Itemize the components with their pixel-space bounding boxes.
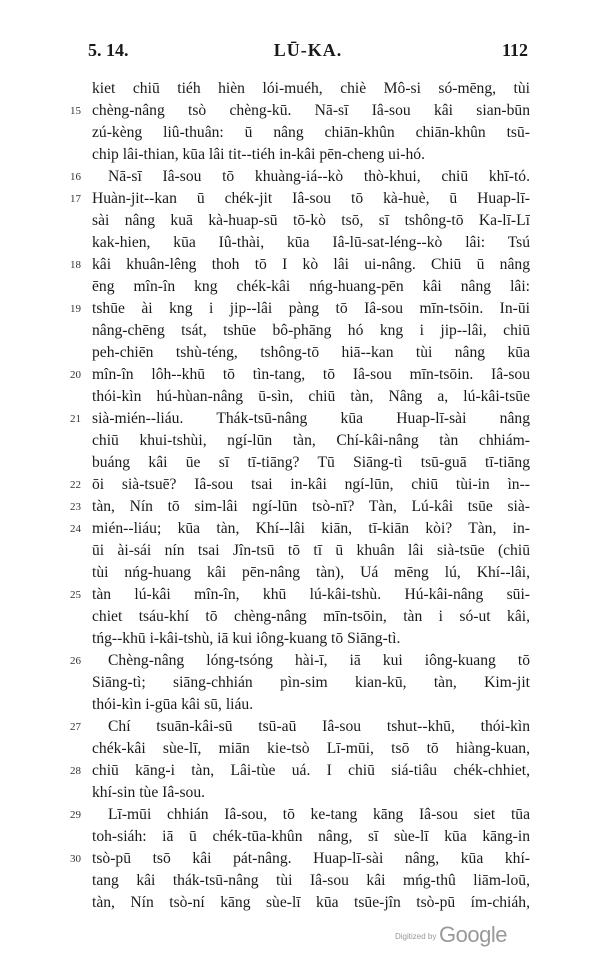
- text-line: [0, 122, 615, 144]
- text-line: [0, 144, 615, 166]
- line-text: tńg--khū i-kâi-tshù, iā kui iông-kuang tō Siāng-tì.: [92, 630, 401, 647]
- line-text: chiū kāng-i tàn, Lâi-tùe uá. I chiū siá-tiâu chék-chhiet,: [92, 762, 530, 779]
- verse-number: 15: [70, 105, 81, 117]
- line-text: toh-siáh: iā ū chék-tūa-khûn nâng, sī sùe-lī kūa kāng-in: [92, 828, 530, 845]
- text-line: [0, 452, 615, 474]
- line-text: tsò-pū tsō kâi pát-nâng. Huap-lī-sài nâng, kūa khí-: [92, 850, 530, 867]
- verse-number: 20: [70, 369, 81, 381]
- text-line: [0, 254, 615, 276]
- line-text: chék-kâi sùe-lī, miān kie-tsò Lī-mūi, tsō tō hiàng-kuan,: [92, 740, 530, 757]
- line-text: chèng-nâng tsò chèng-kū. Nā-sī Iâ-sou kâi sian-būn: [92, 102, 530, 119]
- line-text: mién--liáu; kūa tàn, Khí--lâi kiān, tī-kiān kòi? Tàn, in-: [92, 520, 530, 537]
- text-line: [0, 628, 615, 650]
- line-text: ōi sià-tsuē? Iâ-sou tsai in-kâi ngí-lūn, chiū tùi-in ìn--: [92, 476, 530, 493]
- text-line: [0, 606, 615, 628]
- text-line: [0, 826, 615, 848]
- verse-number: 16: [70, 171, 81, 183]
- text-line: [0, 408, 615, 430]
- verse-number: 22: [70, 479, 81, 491]
- line-text: Lī-mūi chhián Iâ-sou, tō ke-tang kāng Iâ-sou siet tūa: [108, 806, 530, 823]
- line-text: sià-mién--liáu. Thák-tsū-nâng kūa Huap-lī-sài nâng: [92, 410, 530, 427]
- line-text: tàn, Nín tō sim-lâi ngí-lūn tsò-nī? Tàn, Lú-kâi tsūe sià-: [92, 498, 530, 515]
- line-text: kiet chiū tiéh hièn lói-muéh, chiè Mô-si só-mēng, tùi: [92, 80, 530, 97]
- text-line: [0, 562, 615, 584]
- verse-number: 18: [70, 259, 81, 271]
- digitized-watermark: [395, 922, 515, 946]
- text-line: [0, 78, 615, 100]
- line-text: peh-chiēn tshù-téng, tshông-tō hiā--kan tùi nâng kūa: [92, 344, 530, 361]
- page-number: 112: [501, 40, 528, 60]
- text-line: [0, 298, 615, 320]
- line-text: chiū khui-tshùi, ngí-lūn tàn, Chí-kâi-nâng tàn chhiám-: [92, 432, 530, 449]
- text-line: [0, 276, 615, 298]
- text-line: [0, 804, 615, 826]
- verse-number: 17: [70, 193, 81, 205]
- text-line: [0, 496, 615, 518]
- text-line: [0, 760, 615, 782]
- line-text: tàn, Nín tsò-ní kāng sùe-lī kūa tsūe-jîn tsò-pū ím-chiáh,: [92, 894, 530, 911]
- watermark-small-text: Digitized by: [395, 932, 437, 941]
- text-line: [0, 342, 615, 364]
- line-text: chiet tsáu-khí tō chèng-nâng mīn-tsōin, tàn i só-ut kâi,: [92, 608, 530, 625]
- text-line: [0, 100, 615, 122]
- line-text: thói-kìn i-gūa kâi sū, liáu.: [92, 696, 254, 713]
- text-line: [0, 672, 615, 694]
- line-text: thói-kìn hú-hùan-nâng ū-sìn, chiū tàn, Nâng a, lú-kâi-tsūe: [92, 388, 530, 405]
- text-line: [0, 716, 615, 738]
- text-line: [0, 188, 615, 210]
- text-line: [0, 166, 615, 188]
- verse-number: 23: [70, 501, 81, 513]
- verse-number: 28: [70, 765, 81, 777]
- text-line: [0, 892, 615, 914]
- page-body-text: [0, 78, 615, 914]
- text-line: [0, 870, 615, 892]
- line-text: sài nâng kuā kà-huap-sū tō-kò tsō, sī tshông-tō Ka-lī-Lī: [92, 212, 530, 229]
- verse-number: 29: [70, 809, 81, 821]
- text-line: [0, 694, 615, 716]
- line-text: tàn lú-kâi mîn-în, khū lú-kâi-tshù. Hú-kâi-nâng sūi-: [92, 586, 530, 603]
- watermark-logo-text: Google: [439, 922, 507, 947]
- text-line: [0, 430, 615, 452]
- line-text: tang kâi thák-tsū-nâng tùi Iâ-sou kâi mńg-thû liām-loū,: [92, 872, 530, 889]
- text-line: [0, 386, 615, 408]
- line-text: mîn-în lôh--khū tō tìn-tang, tō Iâ-sou mīn-tsōin. Iâ-sou: [92, 366, 530, 383]
- line-text: buáng kâi ūe sī tī-tiāng? Tū Siāng-tì tsū-guā tī-tiāng: [92, 454, 530, 471]
- page-header: [88, 40, 528, 64]
- line-text: Nā-sī Iâ-sou tō khuàng-iá--kò thò-khui, chiū khī-tó.: [108, 168, 530, 185]
- line-text: kak-hien, kūa Iû-thài, kūa Iâ-lū-sat-léng--kò lâi: Tsú: [92, 234, 530, 251]
- line-text: tùi nńg-huang kâi pēn-nâng tàn), Uá mēng lú, Khí--lâi,: [92, 564, 530, 581]
- verse-number: 25: [70, 589, 81, 601]
- book-title: LŪ-KA.: [273, 40, 343, 60]
- text-line: [0, 540, 615, 562]
- line-text: kâi khuân-lêng thoh tō I kò lâi ui-nâng. Chiū ū nâng: [92, 256, 530, 273]
- line-text: khí-sin tùe Iâ-sou.: [92, 784, 206, 801]
- verse-number: 27: [70, 721, 81, 733]
- verse-number: 24: [70, 523, 81, 535]
- line-text: ēng mîn-în kng chék-kâi nńg-huang-pēn kâi nâng lâi:: [92, 278, 530, 295]
- text-line: [0, 232, 615, 254]
- text-line: [0, 518, 615, 540]
- verse-number: 30: [70, 853, 81, 865]
- line-text: nâng-chēng tsát, tshūe bô-phāng hó kng i jip--lâi, chiū: [92, 322, 530, 339]
- text-line: [0, 320, 615, 342]
- line-text: ūi ài-sái nín tsai Jîn-tsū tō tī ū khuân lâi sià-tsūe (chiū: [92, 542, 530, 559]
- line-text: Chèng-nâng lóng-tsóng hài-ī, iā kui iông-kuang tō: [108, 652, 530, 669]
- verse-number: 21: [70, 413, 81, 425]
- text-line: [0, 584, 615, 606]
- line-text: chip lâi-thian, kūa lâi tit--tiéh in-kâi pēn-cheng ui-hó.: [92, 146, 425, 163]
- text-line: [0, 474, 615, 496]
- line-text: Siāng-tì; siāng-chhián pìn-sim kian-kū, tàn, Kim-jit: [92, 674, 530, 691]
- line-text: Huàn-jit--kan ū chék-jit Iâ-sou tō kà-huè, ū Huap-lī-: [92, 190, 530, 207]
- line-text: Chí tsuān-kâi-sū tsū-aū Iâ-sou tshut--khū, thói-kìn: [108, 718, 530, 735]
- verse-number: 26: [70, 655, 81, 667]
- text-line: [0, 848, 615, 870]
- line-text: zú-kèng liû-thuân: ū nâng chiān-khûn chiān-khûn tsū-: [92, 124, 530, 141]
- text-line: [0, 650, 615, 672]
- text-line: [0, 210, 615, 232]
- text-line: [0, 738, 615, 760]
- line-text: tshūe ài kng i jip--lâi pàng tō Iâ-sou mīn-tsōin. In-ūi: [92, 300, 530, 317]
- verse-number: 19: [70, 303, 81, 315]
- text-line: [0, 782, 615, 804]
- text-line: [0, 364, 615, 386]
- chapter-verse-ref: 5. 14.: [88, 40, 129, 60]
